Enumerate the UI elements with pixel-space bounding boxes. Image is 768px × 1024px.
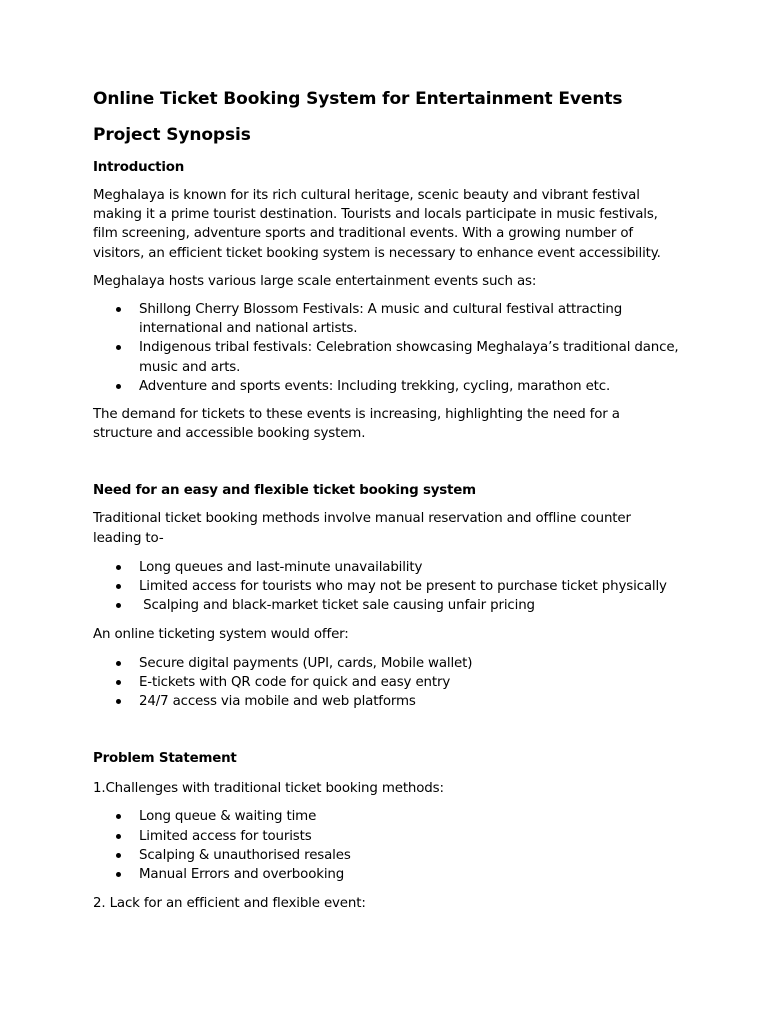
document-page (93, 86, 683, 913)
challenges-list (93, 807, 683, 884)
events-intro-paragraph: Meghalaya hosts various large scale entertainment events such as: (93, 273, 537, 289)
list-item: Indigenous tribal festivals: Celebration showcasing Meghalaya’s traditional dance, music and arts. (93, 338, 683, 376)
demand-paragraph: The demand for tickets to these events is increasing, highlighting the need for a structure and accessible booking system. (93, 407, 620, 442)
list-item: Long queues and last-minute unavailability (93, 558, 683, 577)
introduction-heading: Introduction (93, 160, 185, 175)
need-heading: Need for an easy and flexible ticket booking system (93, 483, 476, 499)
list-item: Scalping & unauthorised resales (93, 846, 683, 865)
traditional-methods-paragraph: Traditional ticket booking methods involve manual reservation and offline counter leading to- (93, 511, 631, 546)
events-list (93, 300, 683, 396)
online-system-paragraph: An online ticketing system would offer: (93, 627, 349, 643)
list-item: Limited access for tourists (93, 827, 683, 846)
list-item: Adventure and sports events: Including trekking, cycling, marathon etc. (93, 377, 683, 396)
introduction-paragraph: Meghalaya is known for its rich cultural heritage, scenic beauty and vibrant festival making it a prime tourist destination. Tourists and locals participate in music festivals, film screening, adventure sports and traditional events. With a growing number of visitors, an efficient ticket booking system is necessary to enhance event accessibility. (93, 188, 661, 261)
list-item: Limited access for tourists who may not be present to purchase ticket physically (93, 577, 683, 596)
problem-statement-heading: Problem Statement (93, 751, 237, 767)
list-item: Scalping and black-market ticket sale causing unfair pricing (93, 596, 683, 615)
lack-paragraph: 2. Lack for an efficient and flexible event: (93, 896, 366, 912)
list-item: Shillong Cherry Blossom Festivals: A music and cultural festival attracting international and national artists. (93, 300, 683, 338)
list-item: E-tickets with QR code for quick and easy entry (93, 673, 683, 692)
document-title: Online Ticket Booking System for Entertainment Events (93, 89, 623, 109)
document-subtitle: Project Synopsis (93, 125, 251, 145)
list-item: Secure digital payments (UPI, cards, Mobile wallet) (93, 654, 683, 673)
list-item: 24/7 access via mobile and web platforms (93, 692, 683, 711)
benefits-list (93, 654, 683, 712)
problems-list (93, 558, 683, 616)
challenges-paragraph: 1.Challenges with traditional ticket booking methods: (93, 781, 444, 797)
list-item: Manual Errors and overbooking (93, 865, 683, 884)
list-item: Long queue & waiting time (93, 807, 683, 826)
